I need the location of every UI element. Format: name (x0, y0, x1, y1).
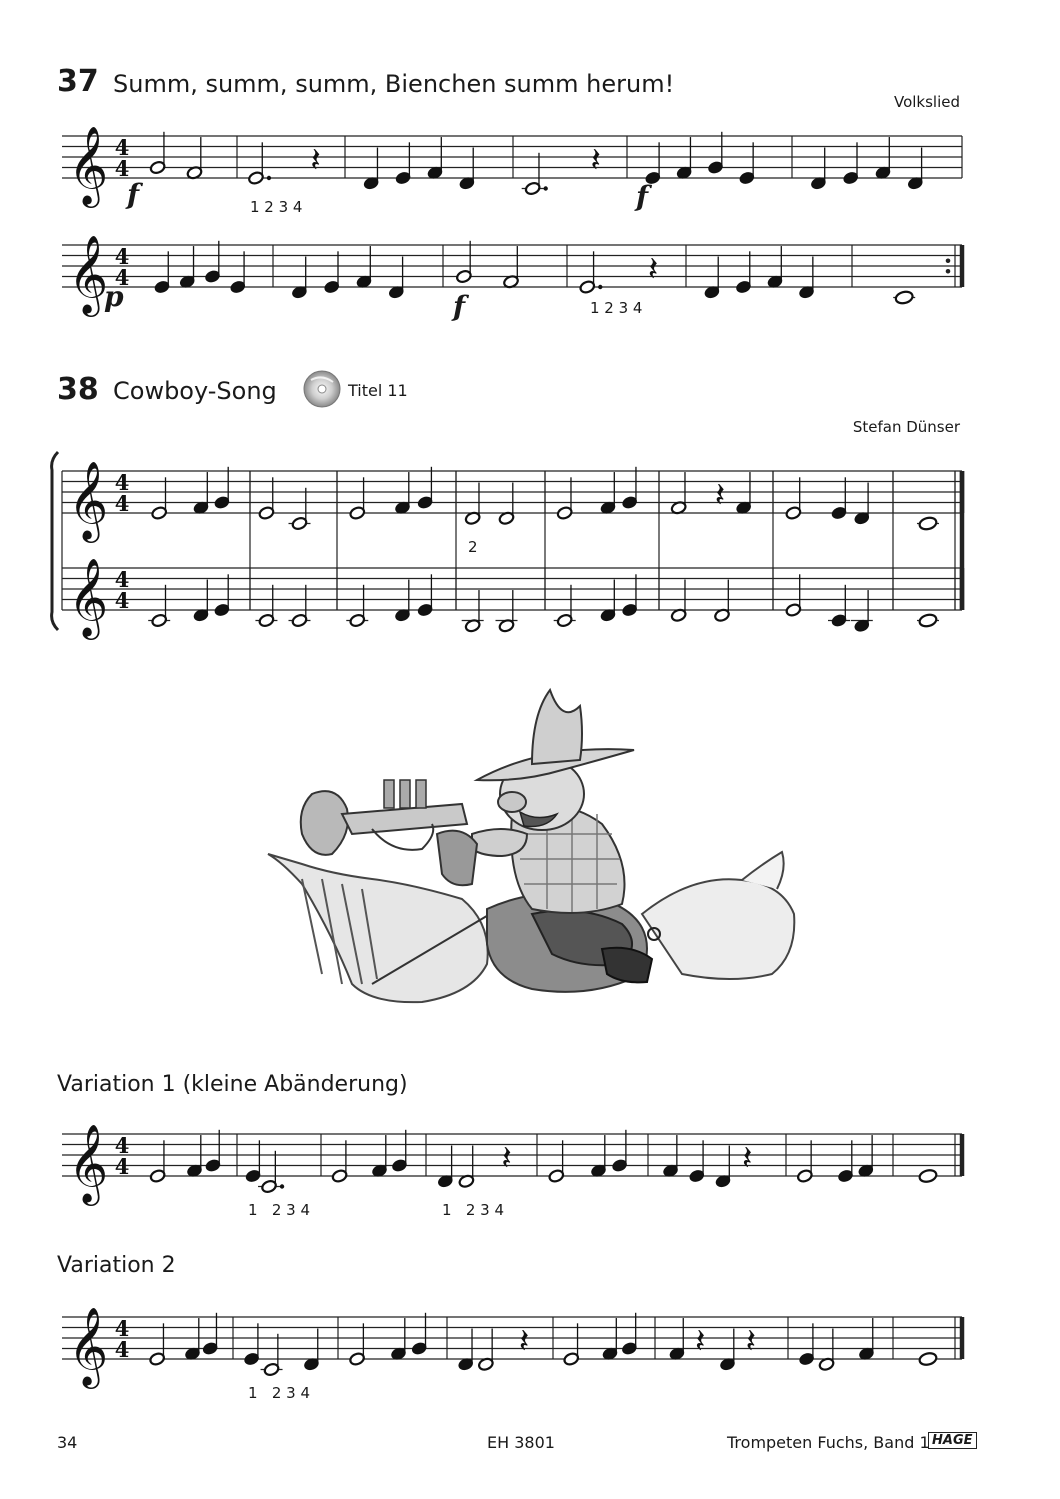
time-signature-top: 4 (114, 135, 130, 160)
quarter-rest: 𝄽 (695, 1321, 706, 1362)
time-signature-top: 4 (114, 1133, 130, 1158)
publisher-logo: HAGE (928, 1432, 977, 1449)
treble-clef-icon: 𝄞 (68, 1124, 109, 1203)
quarter-rest: 𝄽 (590, 140, 601, 181)
note-head (918, 1351, 937, 1366)
song37-composer: Volkslied (893, 93, 960, 111)
time-signature-bottom: 4 (114, 491, 130, 516)
repeat-dot (946, 269, 951, 274)
time-signature-top: 4 (114, 567, 130, 592)
beat-count: 1 2 3 4 (248, 1201, 311, 1219)
book-title: Trompeten Fuchs, Band 1 (727, 1433, 930, 1452)
beat-count: 1 2 3 4 (248, 1384, 311, 1402)
cd-track-label: Titel 11 (348, 381, 408, 400)
time-signature-top: 4 (114, 1316, 130, 1341)
cd-icon (303, 370, 341, 408)
time-signature-bottom: 4 (114, 588, 130, 613)
quarter-rest: 𝄽 (501, 1138, 512, 1179)
song37-number: 37 (57, 64, 99, 99)
dynamic-marking: f (127, 178, 140, 211)
treble-clef-icon: 𝄞 (68, 235, 109, 314)
note-head (918, 613, 937, 628)
variation2-title: Variation 2 (57, 1253, 176, 1278)
dynamic-marking: p (104, 280, 124, 313)
quarter-rest: 𝄽 (714, 475, 726, 516)
voice-label: 2 (468, 538, 478, 556)
augmentation-dot (543, 186, 547, 190)
time-signature-bottom: 4 (114, 1337, 130, 1362)
dynamic-marking: f (453, 290, 466, 323)
page-number: 34 (57, 1433, 78, 1452)
song38-number: 38 (57, 372, 99, 407)
time-signature-top: 4 (114, 470, 130, 495)
note-head (918, 1168, 937, 1183)
time-signature-bottom: 4 (114, 265, 130, 290)
augmentation-dot (267, 176, 271, 180)
quarter-rest: 𝄽 (518, 1321, 530, 1362)
dynamic-marking: f (636, 180, 649, 213)
note-head (918, 516, 937, 531)
song38-composer: Stefan Dünser (852, 418, 960, 436)
song38-title: Cowboy-Song (113, 377, 277, 405)
beat-count: 1 2 3 4 (250, 198, 303, 216)
system-bracket (52, 452, 58, 630)
quarter-rest: 𝄽 (742, 1138, 753, 1179)
time-signature-bottom: 4 (114, 1154, 130, 1179)
quarter-rest: 𝄽 (745, 1321, 756, 1362)
quarter-rest: 𝄽 (647, 249, 659, 290)
catalog-number: EH 3801 (487, 1433, 555, 1452)
augmentation-dot (280, 1184, 284, 1188)
beat-count: 1 2 3 4 (590, 299, 643, 317)
beat-count: 1 2 3 4 (442, 1201, 505, 1219)
treble-clef-icon: 𝄞 (68, 1307, 109, 1386)
variation1-title: Variation 1 (kleine Abänderung) (57, 1072, 408, 1097)
augmentation-dot (598, 285, 602, 289)
treble-clef-icon: 𝄞 (68, 461, 109, 540)
treble-clef-icon: 𝄞 (68, 126, 109, 205)
cowboy-trumpeter-illustration (262, 684, 800, 1014)
time-signature-top: 4 (114, 244, 130, 269)
note-head (895, 290, 914, 305)
treble-clef-icon: 𝄞 (68, 558, 109, 637)
repeat-dot (946, 258, 951, 263)
song37-title: Summ, summ, summ, Bienchen summ herum! (113, 70, 675, 98)
quarter-rest: 𝄽 (310, 140, 321, 181)
time-signature-bottom: 4 (114, 156, 130, 181)
